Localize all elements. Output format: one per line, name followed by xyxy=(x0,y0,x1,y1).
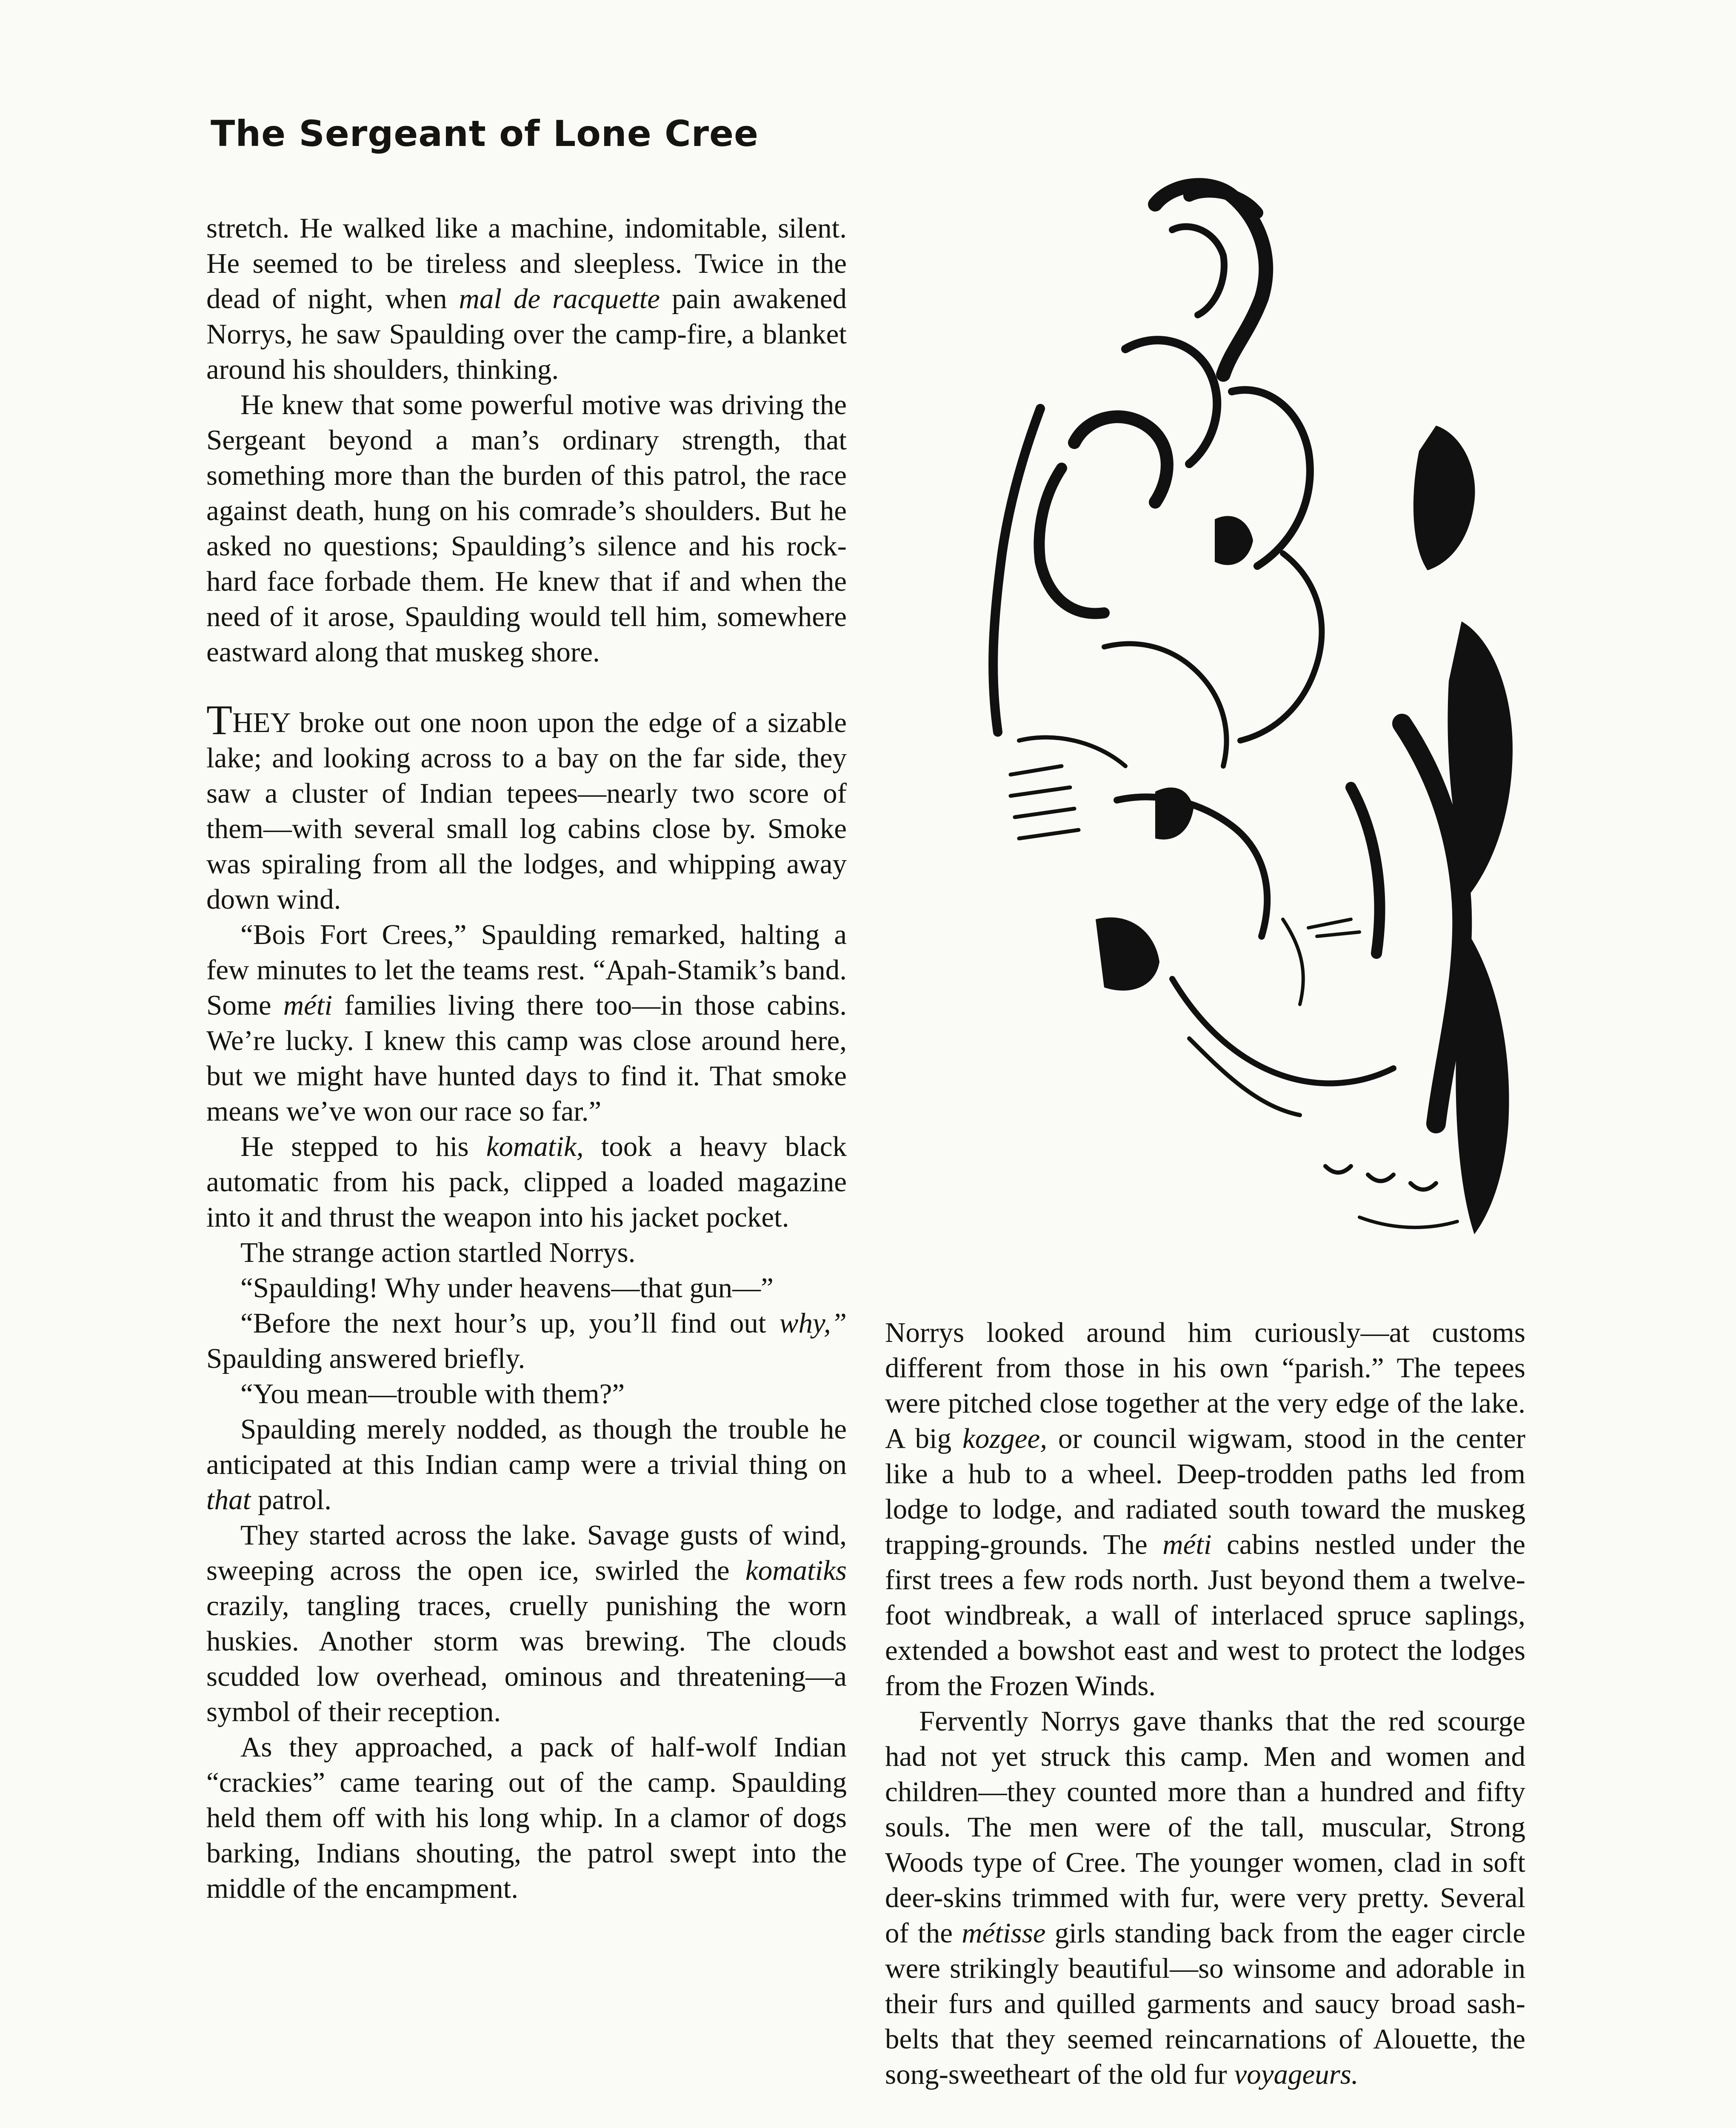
paragraph: They started across the lake. Savage gusts of wind, sweeping across the open ice, swirled the komatiks crazily, tangling traces, cruelly punishing the worn huskies. Another storm was brewing. The clouds scudded low overhead, ominous and threatening—a symbol of their reception. xyxy=(206,1519,847,1728)
ink-illustration xyxy=(934,170,1534,1277)
paragraph: stretch. He walked like a machine, indomitable, silent. He seemed to be tireless and sleepless. Twice in the dead of night, when mal de racquette pain awakened Norrys, he saw Spaulding over the camp-fire, a blanket around his shoulders, thinking. xyxy=(206,212,847,385)
paragraph: “Spaulding! Why under heavens—that gun—” xyxy=(240,1272,774,1304)
paragraph: The strange action startled Norrys. xyxy=(240,1237,636,1268)
paragraph: He knew that some powerful motive was driving the Sergeant beyond a man’s ordinary strength, that something more than the burden of this patrol, the race against death, hung on his comrade’s shoulders. But he asked no questions; Spaulding’s silence and his rock-hard face forbade them. He knew that if and when the need of it arose, Spaulding would tell him, somewhere eastward along that muskeg shore. xyxy=(206,389,847,668)
paragraph: “Before the next hour’s up, you’ll find out why,” Spaulding answered briefly. xyxy=(206,1307,847,1374)
right-text-column xyxy=(885,1315,1525,2092)
page-title: The Sergeant of Lone Cree xyxy=(211,113,759,154)
paragraph: Fervently Norrys gave thanks that the red scourge had not yet struck this camp. Men and women and children—they counted more than a hundred and fifty souls. The men were of the tall, muscular, Strong Woods type of Cree. The younger women, clad in soft deer-skins trimmed with fur, were very pretty. Several of the métisse girls standing back from the eager circle were strikingly beautiful—so winsome and adorable in their furs and quilled garments and saucy broad sash-belts that they seemed reincarnations of Alouette, the song-sweetheart of the old fur voyageurs. xyxy=(885,1705,1526,2090)
paragraph: “You mean—trouble with them?” xyxy=(240,1378,625,1410)
paragraph: He stepped to his komatik, took a heavy black automatic from his pack, clipped a loaded magazine into it and thrust the weapon into his jacket pocket. xyxy=(206,1131,847,1233)
paragraph: “Bois Fort Crees,” Spaulding remarked, halting a few minutes to let the teams rest. “Apah-Stamik’s band. Some méti families living there too—in those cabins. We’re lucky. I knew this camp was close around here, but we might have hunted days to find it. That smoke means we’ve won our race so far.” xyxy=(206,919,847,1127)
paragraph: Norrys looked around him curiously—at customs different from those in his own “parish.” The tepees were pitched close together at the very edge of the lake. A big kozgee, or council wigwam, stood in the center like a hub to a wheel. Deep-trodden paths led from lodge to lodge, and radiated south toward the muskeg trapping-grounds. The méti cabins nestled under the first trees a few rods north. Just beyond them a twelve-foot windbreak, a wall of interlaced spruce saplings, extended a bowshot east and west to protect the lodges from the Frozen Winds. xyxy=(885,1317,1526,1702)
drop-cap: T xyxy=(206,696,233,744)
section-start-paragraph: THEY broke out one noon upon the edge of a sizable lake; and looking across to a bay on the far side, they saw a cluster of Indian tepees—nearly two score of them—with several small log cabins close by. Smoke was spiraling from all the lodges, and whipping away down wind. xyxy=(206,696,847,915)
paragraph: Spaulding merely nodded, as though the trouble he anticipated at this Indian camp were a trivial thing on that patrol. xyxy=(206,1413,847,1516)
left-text-column xyxy=(206,211,847,1906)
paragraph: As they approached, a pack of half-wolf Indian “crackies” came tearing out of the camp. Spaulding held them off with his long whip. In a clamor of dogs barking, Indians shouting, the patrol swept into the middle of the encampment. xyxy=(206,1731,847,1904)
